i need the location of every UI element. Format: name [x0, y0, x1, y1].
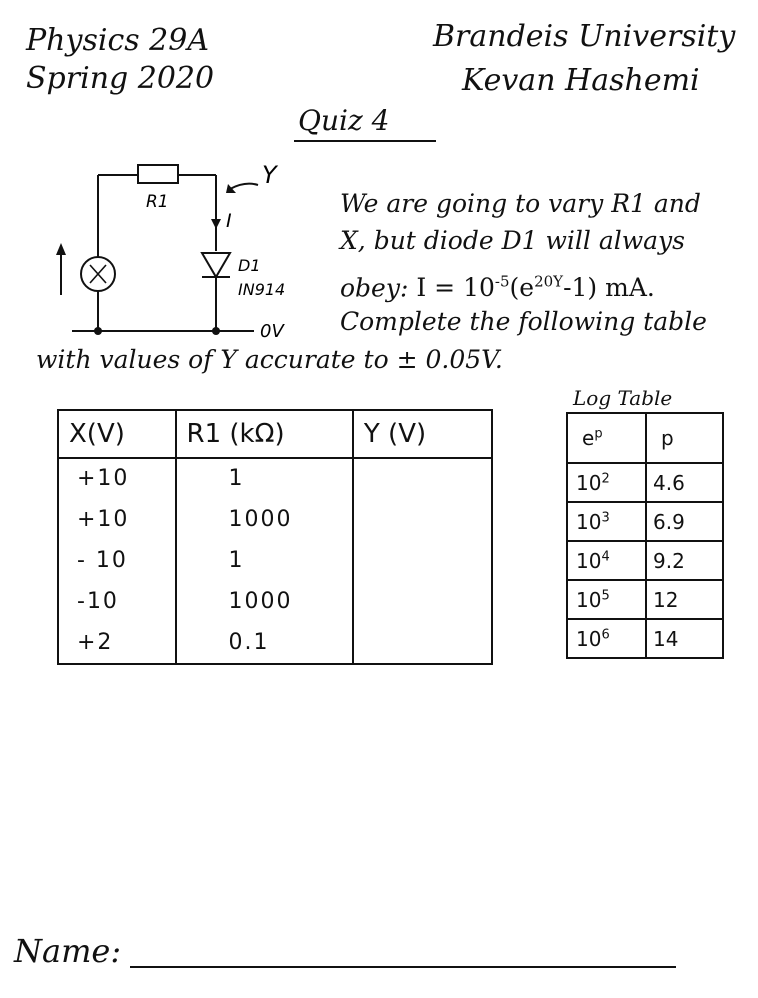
cell-r1: 1 — [176, 540, 353, 581]
diode-equation: $I = 10^{-5}(e^{20Y}-1)$ mA. — [416, 273, 655, 303]
current-arrow-head — [211, 219, 221, 229]
table-row — [58, 540, 492, 581]
log-cell-p: 9.2 — [646, 541, 723, 580]
table-row — [58, 499, 492, 540]
log-cell-power: $10^4$ — [567, 541, 646, 580]
problem-obey-prefix: obey: — [340, 273, 409, 303]
problem-line-3 — [340, 266, 655, 304]
log-table — [566, 412, 724, 659]
problem-line-2: X, but diode D1 will always — [340, 226, 685, 255]
cell-x: +10 — [58, 458, 176, 499]
cell-r1: 1000 — [176, 499, 353, 540]
cell-x: +2 — [58, 622, 176, 664]
course-name: Physics 29A — [26, 23, 210, 58]
problem-line-1: We are going to vary R1 and — [340, 189, 701, 218]
cell-x: +10 — [58, 499, 176, 540]
table-row — [58, 622, 492, 664]
log-row — [567, 541, 723, 580]
resistor-label: R1 — [146, 192, 169, 212]
y-pointer-arrow — [230, 184, 258, 189]
log-cell-p: 6.9 — [646, 502, 723, 541]
cell-y-answer[interactable] — [353, 458, 492, 499]
log-cell-power: $10^3$ — [567, 502, 646, 541]
log-row — [567, 580, 723, 619]
log-table-caption: Log Table — [573, 386, 673, 410]
current-label: I — [226, 210, 232, 232]
cell-y-answer[interactable] — [353, 581, 492, 622]
source-arrow-head — [56, 243, 66, 255]
problem-line-5: with values of Y accurate to ± 0.05V. — [36, 345, 503, 374]
cell-y-answer[interactable] — [353, 622, 492, 664]
cell-r1: 1000 — [176, 581, 353, 622]
table-row — [58, 581, 492, 622]
log-cell-p: 4.6 — [646, 463, 723, 502]
log-row — [567, 619, 723, 658]
cell-y-answer[interactable] — [353, 540, 492, 581]
log-cell-power: $10^6$ — [567, 619, 646, 658]
log-row — [567, 463, 723, 502]
node-dot-right — [212, 327, 220, 335]
diode-label: D1 — [238, 256, 261, 275]
log-cell-p: 12 — [646, 580, 723, 619]
problem-line-4: Complete the following table — [340, 307, 707, 336]
university: Brandeis University — [433, 19, 736, 54]
header-y: Y (V) — [353, 410, 492, 458]
resistor-symbol — [138, 165, 178, 183]
name-label: Name: — [14, 932, 122, 970]
circuit-diagram — [40, 155, 340, 350]
log-header-base: $e^p$ — [567, 413, 646, 463]
cell-r1: 1 — [176, 458, 353, 499]
cell-y-answer[interactable] — [353, 499, 492, 540]
log-cell-p: 14 — [646, 619, 723, 658]
quiz-title-underline — [294, 140, 436, 142]
log-row — [567, 502, 723, 541]
diode-symbol — [202, 253, 230, 277]
node-dot-left — [94, 327, 102, 335]
diode-part-number: IN914 — [238, 280, 286, 299]
author-name: Kevan Hashemi — [462, 63, 700, 98]
cell-r1: 0.1 — [176, 622, 353, 664]
log-header-p: p — [646, 413, 723, 463]
log-cell-power: $10^2$ — [567, 463, 646, 502]
name-field-line[interactable] — [130, 966, 676, 968]
node-label-y: Y — [262, 161, 277, 189]
ground-label: 0V — [260, 321, 284, 342]
header-x: X(V) — [58, 410, 176, 458]
answer-table — [57, 409, 493, 665]
cell-x: -10 — [58, 581, 176, 622]
term: Spring 2020 — [26, 61, 215, 96]
header-r1: R1 (kΩ) — [176, 410, 353, 458]
log-cell-power: $10^5$ — [567, 580, 646, 619]
y-pointer-arrow-head — [226, 184, 236, 193]
table-row — [58, 458, 492, 499]
cell-x: - 10 — [58, 540, 176, 581]
quiz-title: Quiz 4 — [298, 104, 390, 137]
